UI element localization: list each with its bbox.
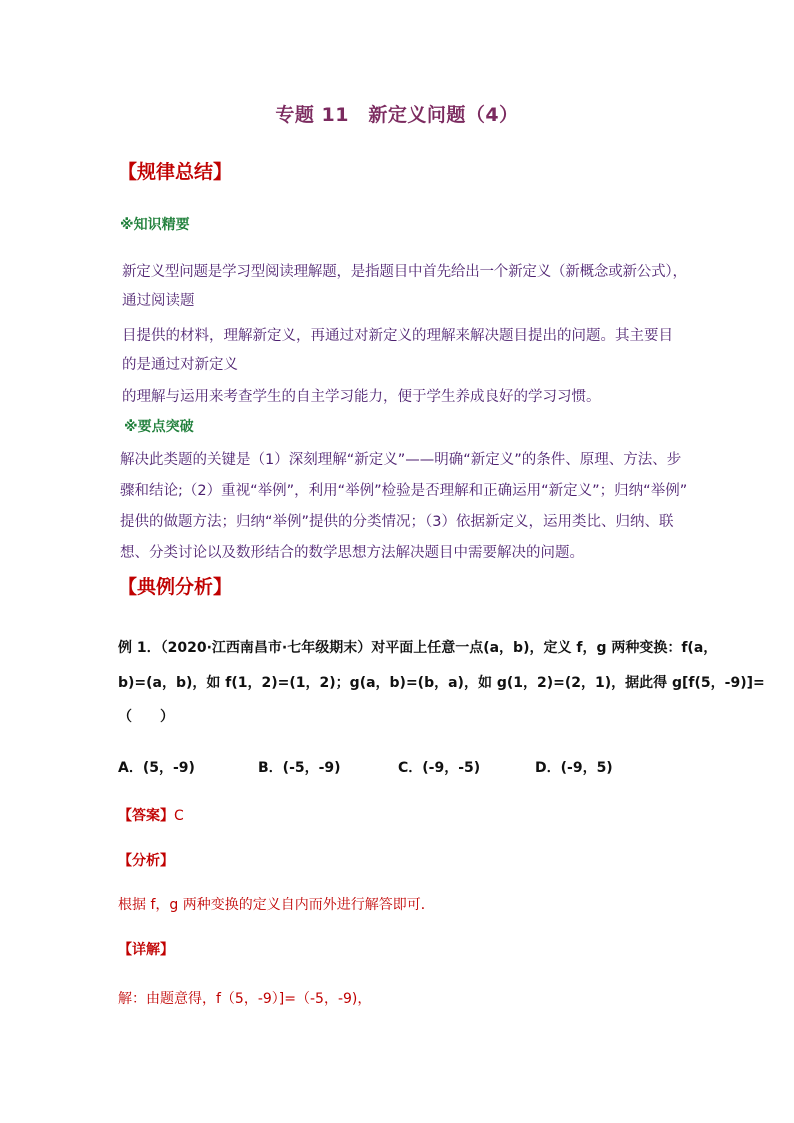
key-points-line: 想、分类讨论以及数形结合的数学思想方法解决题目中需要解决的问题。 [120, 545, 584, 561]
key-points-line: 解决此类题的关键是（1）深刻理解“新定义”——明确“新定义”的条件、原理、方法、步 [120, 452, 682, 468]
answer-row [118, 805, 184, 825]
key-points-line: 提供的做题方法；归纳“举例”提供的分类情况；（3）依据新定义，运用类比、归纳、联 [120, 514, 674, 530]
page-title: 专题 11 新定义问题（4） [275, 104, 519, 126]
example-question-line: b)=(a，b)，如 f(1，2)=(1，2)；g(a，b)=(b，a)，如 g(1，2)=(2，1)，据此得 g[f(5，-9)]= [118, 675, 765, 691]
option-a: A．(5，-9) [118, 760, 195, 776]
knowledge-line: 通过阅读题 [122, 293, 195, 309]
option-d: D．(-9，5) [535, 760, 613, 776]
detail-label: 【详解】 [118, 942, 174, 958]
detail-row [118, 988, 371, 1008]
knowledge-line: 的是通过对新定义 [122, 357, 238, 373]
analysis-label: 【分析】 [118, 853, 174, 869]
example-question-line: （ ） [118, 709, 174, 725]
knowledge-line: 新定义型问题是学习型阅读理解题，是指题目中首先给出一个新定义（新概念或新公式）， [122, 264, 687, 280]
section-heading-summary: 【规律总结】 [118, 161, 233, 183]
knowledge-line: 的理解与运用来考查学生的自主学习能力，便于学生养成良好的学习习惯。 [122, 389, 601, 405]
option-b: B．(-5，-9) [258, 760, 341, 776]
detail-prefix: 解：由题意得， [118, 991, 216, 1007]
knowledge-heading: ※知识精要 [120, 217, 190, 233]
analysis-text: 根据 f，g 两种变换的定义自内而外进行解答即可． [118, 897, 435, 913]
key-points-heading: ※要点突破 [124, 419, 194, 435]
section-heading-examples: 【典例分析】 [118, 576, 233, 598]
answer-value: C [174, 808, 184, 824]
answer-label: 【答案】 [118, 808, 174, 824]
knowledge-line: 目提供的材料，理解新定义，再通过对新定义的理解来解决题目提出的问题。其主要目 [122, 328, 673, 344]
option-c: C．(-9，-5) [398, 760, 481, 776]
key-points-line: 骤和结论;（2）重视“举例”，利用“举例”检验是否理解和正确运用“新定义”；归纳“举例” [120, 483, 688, 499]
example-question-line: 例 1．（2020·江西南昌市·七年级期末）对平面上任意一点(a，b)，定义 f，g 两种变换：f(a， [118, 640, 718, 656]
detail-text: f（5，-9）]=（-5，-9)， [216, 991, 372, 1007]
